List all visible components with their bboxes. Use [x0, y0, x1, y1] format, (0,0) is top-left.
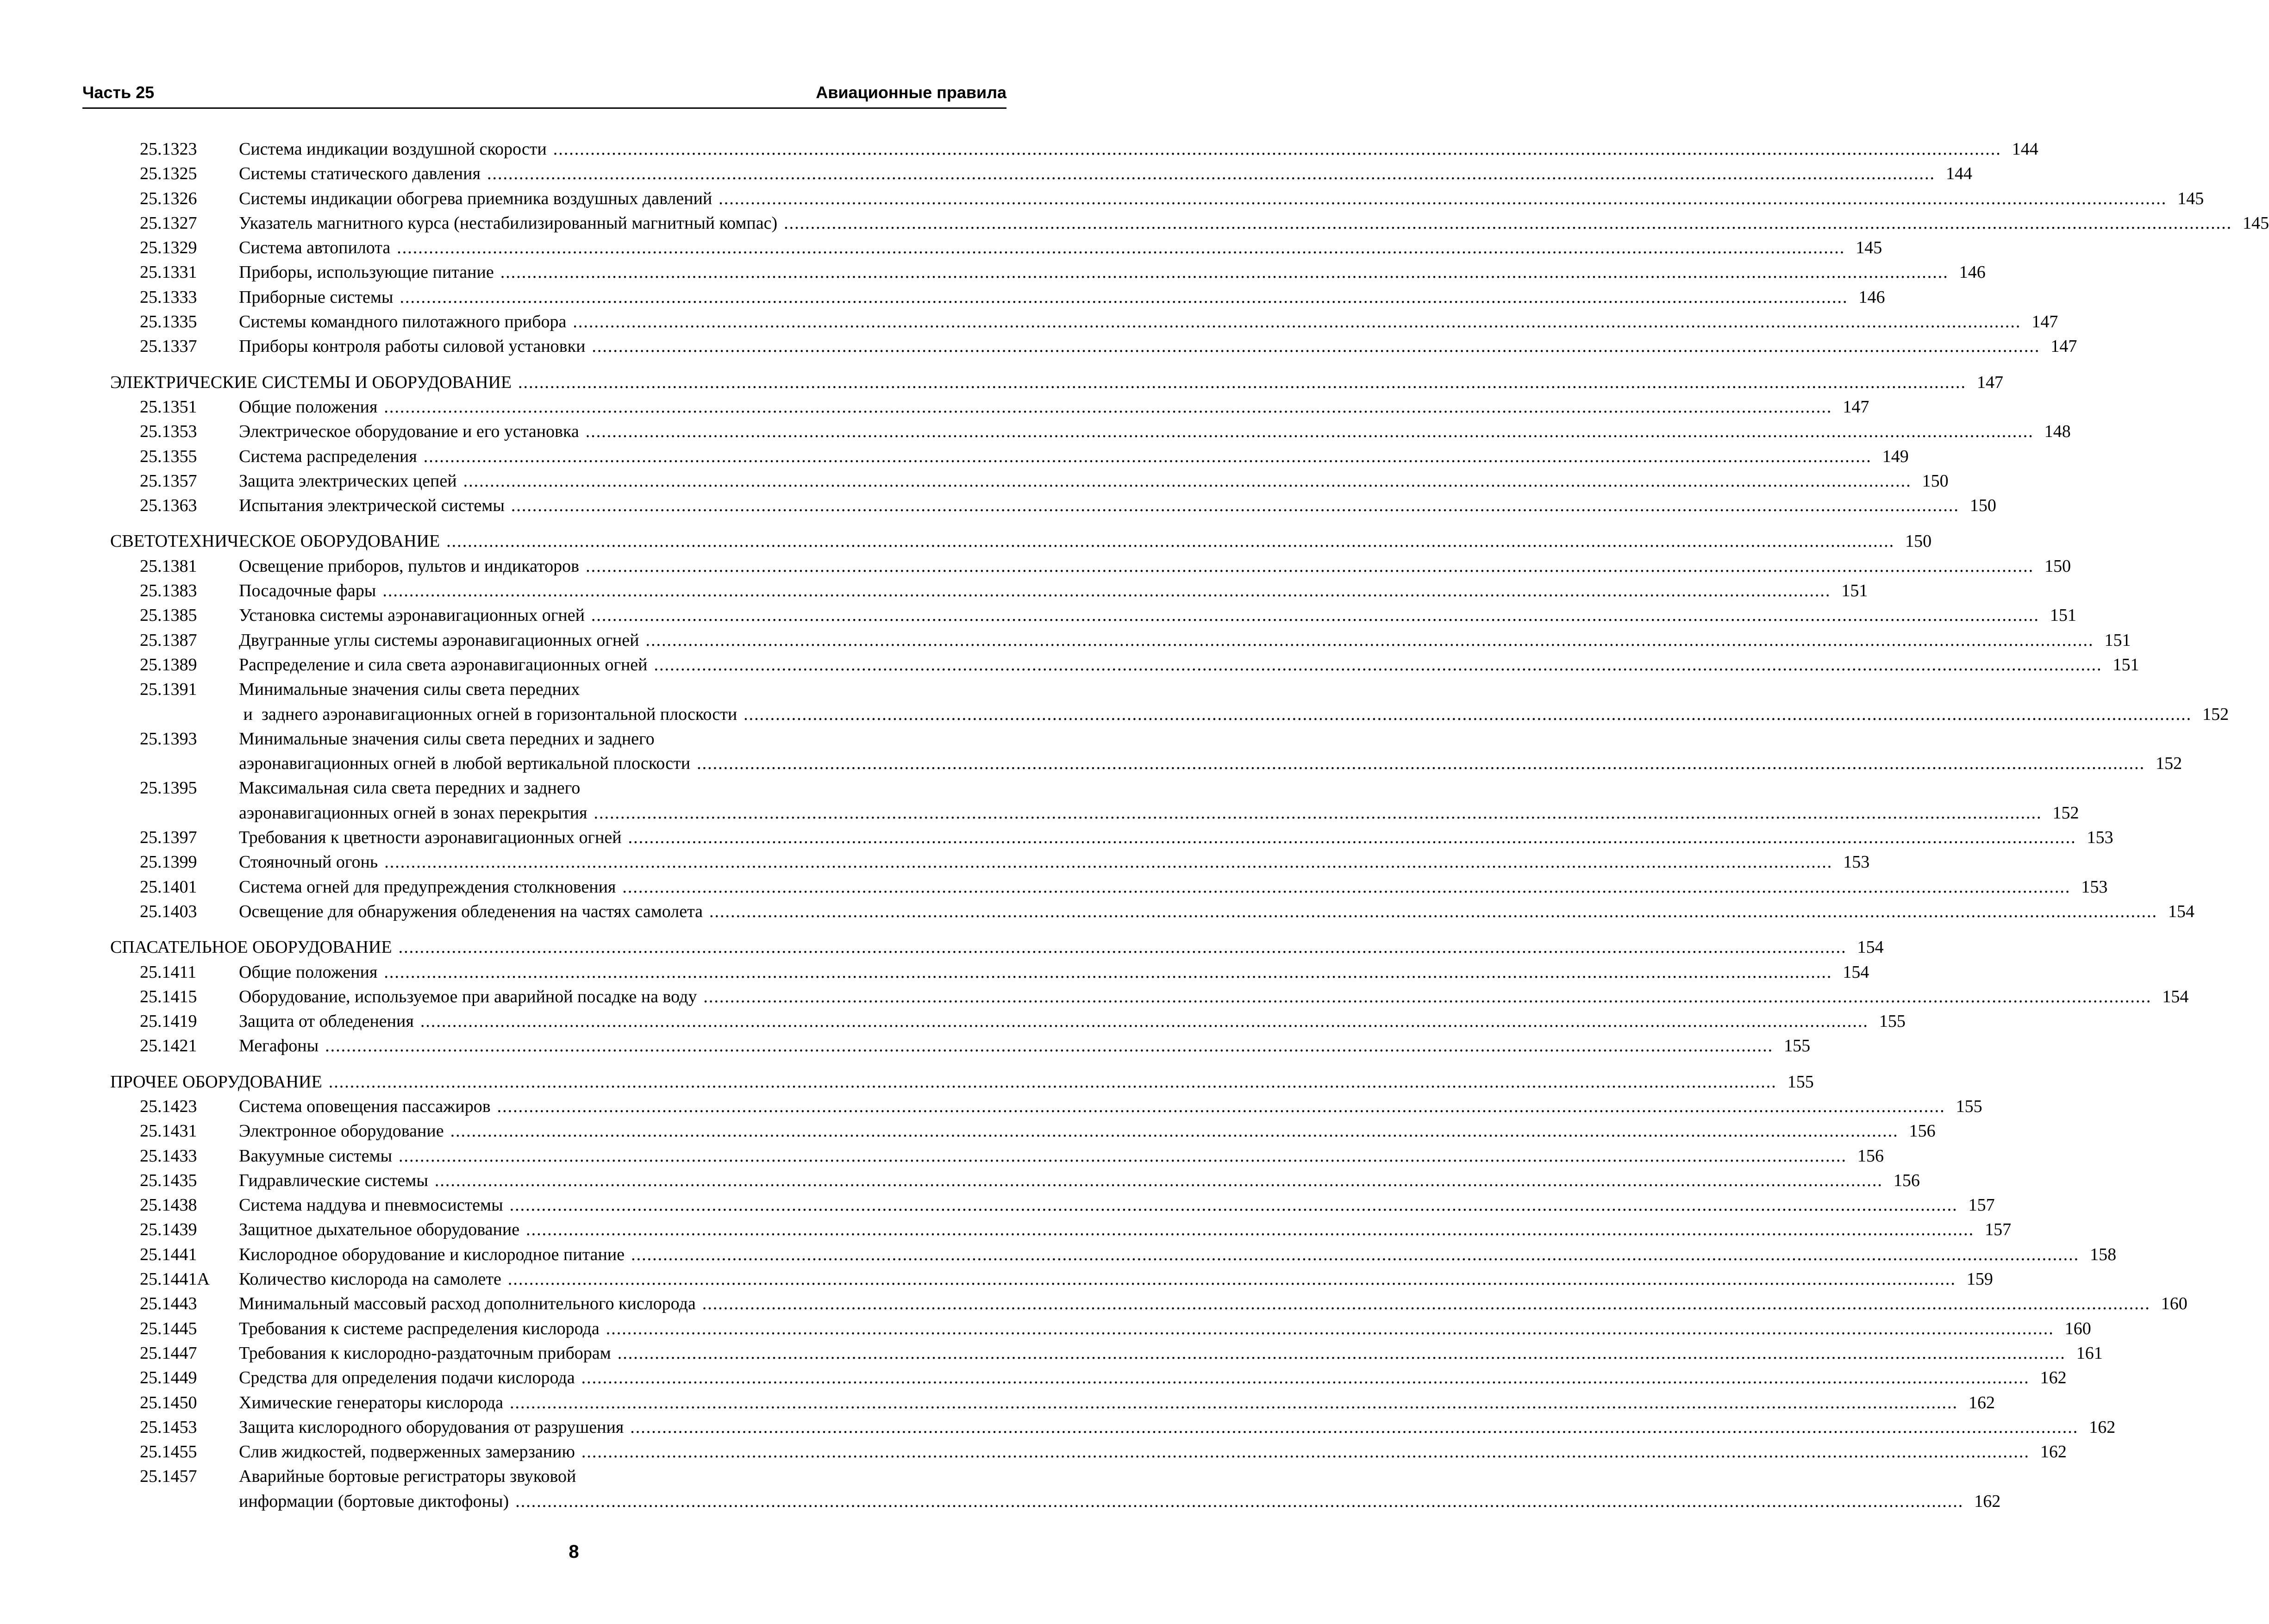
dot-leader: [508, 1267, 1956, 1292]
toc-page-number: 146: [1858, 287, 1885, 307]
toc-page-number: 147: [2050, 337, 2077, 356]
toc-entry-number: 25.1381: [140, 556, 197, 576]
dot-leader: [497, 1094, 1945, 1119]
dot-leader: [697, 751, 2145, 776]
dot-leader: [592, 334, 2040, 359]
toc-page-number: 158: [2090, 1244, 2117, 1264]
toc-page-number: 151: [2104, 630, 2131, 650]
page-number-footer: 8: [569, 1542, 579, 1562]
dot-leader: [581, 1366, 2030, 1390]
toc-entry-title: Системы статического давления: [239, 164, 481, 184]
toc-page-number: 151: [1841, 581, 1868, 601]
toc-page-number: 153: [2087, 828, 2113, 848]
toc-entry-number: 25.1327: [140, 213, 197, 233]
toc-entry-number: 25.1453: [140, 1417, 197, 1437]
dot-leader: [424, 444, 1872, 469]
toc-entry-title: Испытания электрической системы: [239, 496, 505, 516]
toc-entry[interactable]: [110, 1119, 1936, 1143]
toc-entry-number: 25.1363: [140, 496, 197, 516]
toc-entry-title: Система автопилота: [239, 238, 391, 258]
toc-block: [110, 137, 2269, 359]
toc-entry-title: Количество кислорода на самолете: [239, 1269, 501, 1289]
dot-leader: [586, 554, 2034, 579]
toc-entry[interactable]: [110, 469, 1949, 493]
dot-leader: [709, 899, 2157, 924]
dot-leader: [586, 419, 2034, 444]
dot-leader: [384, 395, 1832, 419]
toc-entry-number: 25.1403: [140, 901, 197, 921]
toc-entry-title: Электрическое оборудование и его установка: [239, 422, 579, 442]
dot-leader: [399, 1144, 1847, 1168]
toc-entry-title: и заднего аэронавигационных огней в горизонтальной плоскости: [239, 704, 738, 724]
toc-entry-number: 25.1401: [140, 877, 197, 897]
dot-leader: [400, 285, 1848, 310]
toc-entry-number: 25.1415: [140, 987, 197, 1006]
toc-entry-title: Требования к цветности аэронавигационных огней: [239, 828, 622, 848]
toc-entry-title: Защитное дыхательное оборудование: [239, 1220, 520, 1240]
toc-page-number: 156: [1893, 1170, 1920, 1190]
toc-entry-number: 25.1435: [140, 1170, 197, 1190]
toc-entry[interactable]: [110, 260, 1986, 285]
toc-entry-title: Общие положения: [239, 962, 378, 982]
toc-entry-number: 25.1331: [140, 262, 197, 282]
dot-leader: [435, 1168, 1883, 1193]
toc-page-number: 162: [2089, 1417, 2116, 1437]
toc-entry-number: 25.1353: [140, 422, 197, 442]
toc-entry[interactable]: [110, 1292, 2188, 1316]
dot-leader: [526, 1218, 1974, 1242]
toc-block: [110, 554, 2139, 677]
dot-leader: [384, 850, 1832, 874]
toc-entry-title: Приборные системы: [239, 287, 394, 307]
toc-entry-number: 25.1351: [140, 397, 197, 417]
toc-entry[interactable]: [110, 727, 1011, 751]
toc-entry-title: Система индикации воздушной скорости: [239, 139, 547, 159]
dot-leader: [594, 801, 2042, 825]
toc-entry[interactable]: [110, 899, 2195, 924]
dot-leader: [606, 1317, 2054, 1341]
toc-entry-title: Система оповещения пассажиров: [239, 1096, 491, 1116]
toc-entry-title: Минимальные значения силы света передних и заднего: [239, 729, 655, 749]
toc-section-title: ПРОЧЕЕ ОБОРУДОВАНИЕ: [110, 1072, 322, 1092]
dot-leader: [618, 1341, 2066, 1366]
toc-entry[interactable]: [110, 628, 2131, 653]
dot-leader: [784, 211, 2232, 236]
toc-entry-title: Защита кислородного оборудования от разрушения: [239, 1417, 624, 1437]
toc-page-number: 148: [2044, 422, 2071, 442]
toc-entry-title: Электронное оборудование: [239, 1121, 444, 1141]
toc-entry-number: 25.1441А: [140, 1269, 210, 1289]
toc-page-number: 162: [2040, 1442, 2067, 1462]
toc-entry-number: 25.1325: [140, 164, 197, 184]
toc-entry-number: 25.1399: [140, 852, 197, 872]
toc-entry-title: Минимальный массовый расход дополнительного кислорода: [239, 1294, 696, 1314]
toc-entry[interactable]: [110, 579, 1868, 603]
header-document-title: Авиационные правила: [816, 83, 1006, 102]
toc-entry-number: 25.1329: [140, 238, 197, 258]
toc-section-title: ЭЛЕКТРИЧЕСКИЕ СИСТЕМЫ И ОБОРУДОВАНИЕ: [110, 372, 512, 392]
toc-page-number: 145: [2243, 213, 2269, 233]
dot-leader: [581, 1440, 2030, 1464]
dot-leader: [500, 260, 1949, 285]
toc-entry-title: Кислородное оборудование и кислородное питание: [239, 1244, 625, 1264]
toc-page-number: 153: [2081, 877, 2108, 897]
page-header: [82, 81, 1006, 109]
toc-entry-number: 25.1443: [140, 1294, 197, 1314]
toc-entry-title: Стояночный огонь: [239, 852, 378, 872]
dot-leader: [463, 469, 1912, 493]
toc-page-number: 159: [1966, 1269, 1993, 1289]
toc-page-number: 162: [1974, 1491, 2001, 1511]
toc-page-number: 160: [2161, 1294, 2188, 1314]
toc-entry[interactable]: [110, 1415, 2116, 1440]
toc-entry-number: 25.1337: [140, 337, 197, 356]
toc-entry-title: Посадочные фары: [239, 581, 376, 601]
dot-leader: [645, 628, 2094, 653]
dot-leader: [399, 935, 1847, 960]
dot-leader: [553, 137, 2001, 162]
toc-entry[interactable]: [110, 1243, 2117, 1267]
toc-page-number: 145: [1856, 238, 1882, 258]
toc-page-number: 156: [1857, 1146, 1884, 1166]
toc-section-heading[interactable]: [110, 370, 2004, 395]
toc-entry[interactable]: [110, 395, 1869, 419]
toc-entry-title: Аварийные бортовые регистраторы звуковой: [239, 1467, 576, 1487]
dot-leader: [518, 370, 1966, 395]
toc-entry-title: Требования к кислородно-раздаточным приборам: [239, 1343, 611, 1363]
dot-leader: [420, 1009, 1869, 1034]
toc-entry-title: информации (бортовые диктофоны): [239, 1491, 509, 1511]
toc-page-number: 150: [2044, 556, 2071, 576]
toc-entry-number: 25.1447: [140, 1343, 197, 1363]
toc-entry-title: Система огней для предупреждения столкновения: [239, 877, 616, 897]
toc-entry[interactable]: [110, 677, 1011, 702]
toc-section-heading[interactable]: [110, 529, 1932, 554]
dot-leader: [329, 1070, 1777, 1094]
toc-entry-title: Освещение для обнаружения обледенения на частях самолета: [239, 901, 703, 921]
toc-entry-number: 25.1441: [140, 1244, 197, 1264]
toc-entry[interactable]: [110, 444, 1909, 469]
toc-entry-title: Гидравлические системы: [239, 1170, 428, 1190]
toc-entry[interactable]: [110, 310, 2058, 334]
toc-page-number: 145: [2177, 188, 2204, 208]
toc-page-number: 147: [1843, 397, 1869, 417]
table-of-contents: [110, 137, 2269, 1514]
toc-entry[interactable]: [110, 419, 2071, 444]
toc-entry-number: 25.1391: [140, 680, 197, 700]
toc-entry[interactable]: [110, 236, 1882, 260]
toc-entry[interactable]: [110, 187, 2204, 211]
toc-entry-number: 25.1450: [140, 1393, 197, 1412]
toc-entry-number: 25.1355: [140, 446, 197, 466]
toc-entry[interactable]: [110, 1317, 2091, 1341]
toc-entry-number: 25.1449: [140, 1368, 197, 1388]
dot-leader: [628, 825, 2076, 850]
toc-page-number: 150: [1922, 471, 1949, 491]
toc-page-number: 152: [2202, 704, 2229, 724]
toc-page-number: 152: [2156, 754, 2182, 774]
header-part-label: Часть 25: [82, 83, 155, 102]
toc-entry-title: Вакуумные системы: [239, 1146, 393, 1166]
toc-entry-number: 25.1419: [140, 1012, 197, 1031]
toc-page-number: 155: [1784, 1036, 1811, 1056]
toc-entry-title: Защита электрических цепей: [239, 471, 457, 491]
toc-block: [110, 395, 2071, 518]
toc-page-number: 162: [2040, 1368, 2067, 1388]
toc-entry[interactable]: [110, 875, 2108, 899]
toc-entry-number: 25.1389: [140, 655, 197, 675]
dot-leader: [384, 960, 1832, 985]
toc-page-number: 150: [1905, 531, 1932, 551]
dot-leader: [487, 162, 1935, 186]
toc-entry-title: аэронавигационных огней в зонах перекрытия: [239, 803, 588, 823]
toc-entry-number: 25.1323: [140, 139, 197, 159]
toc-entry[interactable]: [110, 137, 2038, 162]
dot-leader: [515, 1489, 1963, 1514]
toc-page-number: 154: [2162, 987, 2189, 1006]
toc-page-number: 151: [2113, 655, 2139, 675]
toc-entry[interactable]: [110, 493, 1996, 518]
toc-entry-title: Оборудование, используемое при аварийной посадке на воду: [239, 987, 697, 1006]
dot-leader: [654, 653, 2102, 677]
toc-entry-number: 25.1393: [140, 729, 197, 749]
toc-entry-title: Требования к системе распределения кислорода: [239, 1318, 600, 1338]
toc-block: [110, 960, 2189, 1059]
toc-entry-number: 25.1395: [140, 778, 197, 798]
toc-page-number: 147: [2031, 312, 2058, 332]
toc-entry[interactable]: [110, 334, 2077, 359]
toc-page-number: 157: [1968, 1195, 1995, 1215]
dot-leader: [630, 1415, 2078, 1440]
toc-page-number: 154: [2168, 901, 2195, 921]
toc-entry[interactable]: [110, 1094, 1982, 1119]
toc-entry-number: 25.1457: [140, 1467, 197, 1487]
toc-entry[interactable]: [110, 850, 1870, 874]
toc-block: [110, 1094, 2188, 1464]
toc-entry-title: Общие положения: [239, 397, 378, 417]
toc-page-number: 153: [1843, 852, 1870, 872]
toc-page-number: 144: [2012, 139, 2038, 159]
toc-entry[interactable]: [110, 776, 1011, 800]
toc-page-number: 144: [1945, 164, 1972, 184]
toc-entry-number: 25.1383: [140, 581, 197, 601]
toc-entry[interactable]: [110, 1193, 1995, 1218]
dot-leader: [719, 187, 2167, 211]
toc-entry-number: 25.1387: [140, 630, 197, 650]
toc-entry-number: 25.1397: [140, 828, 197, 848]
dot-leader: [703, 985, 2151, 1009]
toc-section-title: СВЕТОТЕХНИЧЕСКОЕ ОБОРУДОВАНИЕ: [110, 531, 440, 551]
toc-page-number: 156: [1909, 1121, 1936, 1141]
toc-entry[interactable]: [110, 1366, 2067, 1390]
dot-leader: [446, 529, 1894, 554]
toc-entry[interactable]: [110, 1218, 2012, 1242]
toc-entry-continuation[interactable]: [110, 801, 2079, 825]
toc-page-number: 154: [1843, 962, 1869, 982]
toc-entry[interactable]: [110, 960, 1869, 985]
toc-entry[interactable]: [110, 653, 2139, 677]
toc-entry-title: Слив жидкостей, подверженных замерзанию: [239, 1442, 575, 1462]
toc-section-heading[interactable]: [110, 935, 1884, 960]
toc-entry[interactable]: [110, 603, 2076, 628]
toc-page-number: 147: [1977, 372, 2004, 392]
dot-leader: [450, 1119, 1899, 1143]
dot-leader: [510, 1193, 1958, 1218]
toc-entry-title: Система наддува и пневмосистемы: [239, 1195, 503, 1215]
toc-entry-number: 25.1423: [140, 1096, 197, 1116]
toc-entry-title: Установка системы аэронавигационных огней: [239, 606, 585, 625]
dot-leader: [511, 493, 1959, 518]
toc-entry-number: 25.1438: [140, 1195, 197, 1215]
toc-page-number: 160: [2064, 1318, 2091, 1338]
toc-page-number: 151: [2050, 606, 2076, 625]
toc-entry[interactable]: [110, 1341, 2103, 1366]
dot-leader: [397, 236, 1845, 260]
toc-entry[interactable]: [110, 554, 2071, 579]
toc-entry-title: Системы командного пилотажного прибора: [239, 312, 567, 332]
dot-leader: [622, 875, 2070, 899]
toc-entry-title: Максимальная сила света передних и заднего: [239, 778, 581, 798]
toc-entry-title: Защита от обледенения: [239, 1012, 414, 1031]
toc-entry-continuation[interactable]: [110, 751, 2182, 776]
toc-entry-number: 25.1326: [140, 188, 197, 208]
toc-entry-number: 25.1385: [140, 606, 197, 625]
toc-entry[interactable]: [110, 985, 2189, 1009]
toc-page-number: 152: [2052, 803, 2079, 823]
toc-page-number: 149: [1882, 446, 1909, 466]
toc-entry-title: Мегафоны: [239, 1036, 319, 1056]
dot-leader: [382, 579, 1831, 603]
toc-entry-continuation[interactable]: [110, 1489, 2001, 1514]
toc-entry[interactable]: [110, 1391, 1995, 1415]
toc-entry-number: 25.1333: [140, 287, 197, 307]
toc-entry-number: 25.1421: [140, 1036, 197, 1056]
toc-entry-title: Указатель магнитного курса (нестабилизированный магнитный компас): [239, 213, 778, 233]
toc-entry[interactable]: [110, 1034, 1811, 1058]
toc-page-number: 146: [1959, 262, 1986, 282]
toc-entry-title: Химические генераторы кислорода: [239, 1393, 504, 1412]
toc-entry[interactable]: [110, 285, 1885, 310]
toc-entry-number: 25.1445: [140, 1318, 197, 1338]
toc-entry-title: Системы индикации обогрева приемника воздушных давлений: [239, 188, 713, 208]
toc-entry[interactable]: [110, 1168, 1920, 1193]
toc-entry-continuation[interactable]: [110, 702, 2229, 727]
toc-entry-title: Средства для определения подачи кислорода: [239, 1368, 575, 1388]
toc-entry-title: Приборы контроля работы силовой установки: [239, 337, 586, 356]
dot-leader: [573, 310, 2021, 334]
toc-page-number: 162: [1969, 1393, 1995, 1412]
toc-entry-number: 25.1335: [140, 312, 197, 332]
toc-entry-number: 25.1433: [140, 1146, 197, 1166]
toc-page-number: 154: [1857, 937, 1884, 957]
toc-entry-title: Приборы, использующие питание: [239, 262, 494, 282]
toc-entry[interactable]: [110, 1267, 1993, 1292]
dot-leader: [510, 1391, 1958, 1415]
toc-entry[interactable]: [110, 1009, 1906, 1034]
toc-entry-title: Минимальные значения силы света передних: [239, 680, 580, 700]
toc-page-number: 150: [1969, 496, 1996, 516]
dot-leader: [325, 1034, 1773, 1058]
toc-entry[interactable]: [110, 825, 2113, 850]
toc-entry-number: 25.1431: [140, 1121, 197, 1141]
toc-block: [110, 825, 2195, 924]
dot-leader: [702, 1292, 2150, 1316]
toc-page-number: 155: [1879, 1012, 1906, 1031]
toc-entry-title: Система распределения: [239, 446, 417, 466]
toc-page-number: 155: [1956, 1096, 1982, 1116]
toc-entry-title: Освещение приборов, пультов и индикаторов: [239, 556, 580, 576]
toc-entry-number: 25.1455: [140, 1442, 197, 1462]
toc-entry[interactable]: [110, 162, 1972, 186]
dot-leader: [591, 603, 2039, 628]
toc-entry[interactable]: [110, 1144, 1884, 1168]
toc-page-number: 155: [1787, 1072, 1814, 1092]
toc-entry[interactable]: [110, 1440, 2067, 1464]
toc-page-number: 157: [1985, 1220, 2012, 1240]
toc-section-heading[interactable]: [110, 1070, 1814, 1094]
toc-page-number: 161: [2076, 1343, 2103, 1363]
toc-entry-title: Распределение и сила света аэронавигационных огней: [239, 655, 648, 675]
dot-leader: [631, 1243, 2079, 1267]
toc-entry-number: 25.1357: [140, 471, 197, 491]
dot-leader: [744, 702, 2192, 727]
toc-entry[interactable]: [110, 1464, 1011, 1489]
toc-entry-title: аэронавигационных огней в любой вертикальной плоскости: [239, 754, 691, 774]
toc-entry-number: 25.1411: [140, 962, 197, 982]
toc-entry-title: Двугранные углы системы аэронавигационных огней: [239, 630, 639, 650]
toc-entry[interactable]: [110, 211, 2269, 236]
toc-entry-number: 25.1439: [140, 1220, 197, 1240]
toc-section-title: СПАСАТЕЛЬНОЕ ОБОРУДОВАНИЕ: [110, 937, 392, 957]
